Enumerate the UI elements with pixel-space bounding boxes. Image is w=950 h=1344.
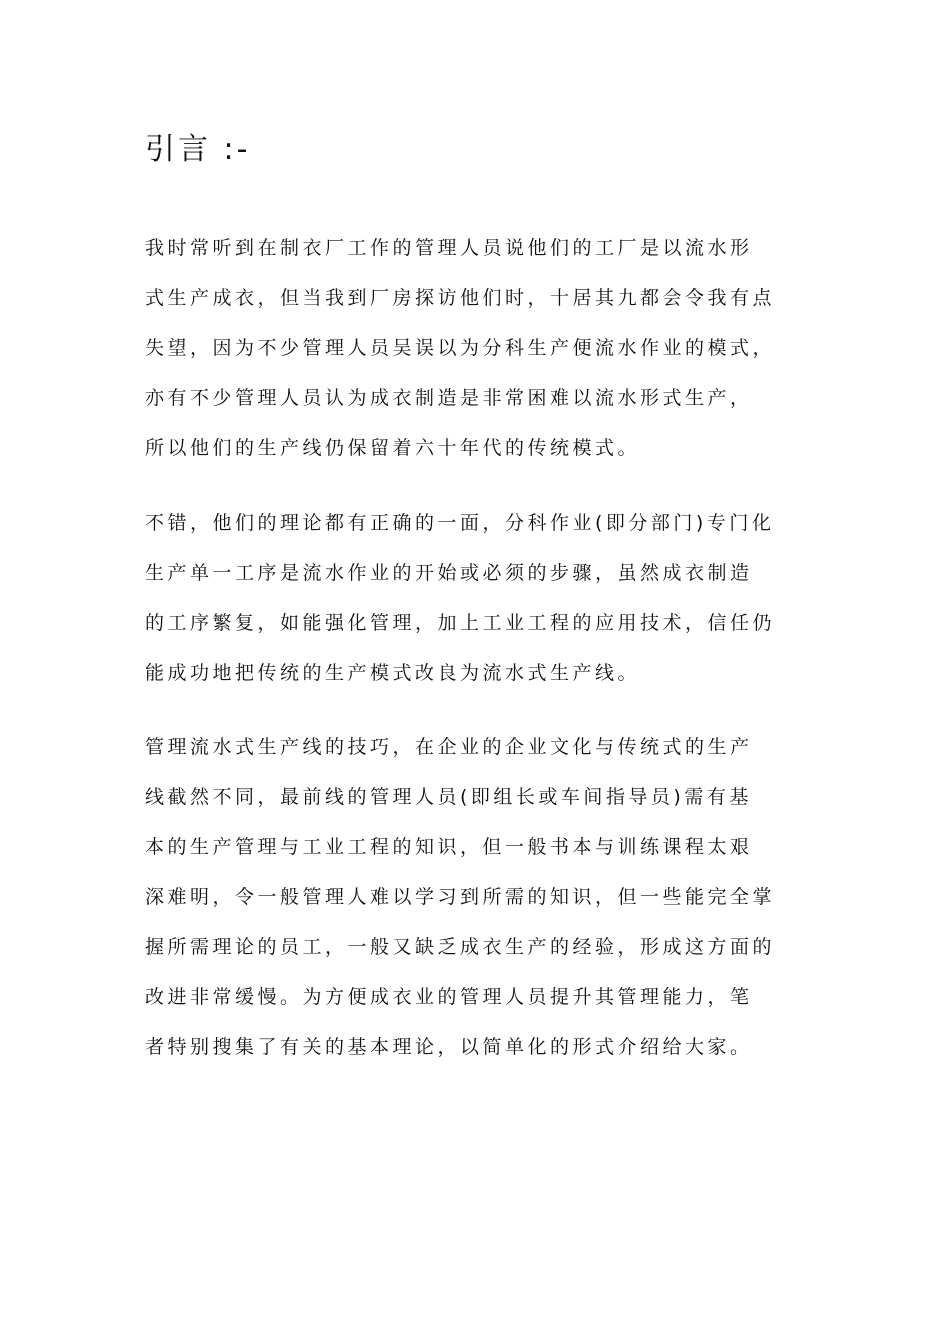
paragraph-2: [145, 498, 807, 698]
paragraph-line: 生产单一工序是流水作业的开始或必须的步骤，虽然成衣制造: [145, 562, 753, 584]
paragraph-line: 式生产成衣，但当我到厂房探访他们时，十居其九都会令我有点: [145, 287, 776, 309]
section-title: 引言 :-: [145, 132, 251, 167]
paragraph-3: [145, 722, 807, 1072]
paragraph-line: 握所需理论的员工，一般又缺乏成衣生产的经验，形成这方面的: [145, 936, 776, 958]
paragraph-line: 本的生产管理与工业工程的知识，但一般书本与训练课程太艰: [145, 836, 753, 858]
paragraph-line: 不错，他们的理论都有正确的一面，分科作业(即分部门)专门化: [145, 512, 775, 534]
paragraph-line: 深难明，令一般管理人难以学习到所需的知识，但一些能完全掌: [145, 886, 776, 908]
paragraph-1: [145, 223, 807, 473]
paragraph-line: 的工序繁复，如能强化管理，加上工业工程的应用技术，信任仍: [145, 612, 776, 634]
paragraph-line: 改进非常缓慢。为方便成衣业的管理人员提升其管理能力，笔: [145, 986, 753, 1008]
paragraph-line: 线截然不同，最前线的管理人员(即组长或车间指导员)需有基: [145, 786, 752, 808]
paragraph-line: 管理流水式生产线的技巧，在企业的企业文化与传统式的生产: [145, 736, 753, 758]
paragraph-line: 能成功地把传统的生产模式改良为流水式生产线。: [145, 662, 641, 684]
paragraph-line: 我时常听到在制衣厂工作的管理人员说他们的工厂是以流水形: [145, 237, 753, 259]
paragraph-line: 亦有不少管理人员认为成衣制造是非常困难以流水形式生产，: [145, 387, 753, 409]
paragraph-line: 失望，因为不少管理人员吴误以为分科生产便流水作业的模式，: [145, 337, 776, 359]
paragraph-line: 者特别搜集了有关的基本理论，以简单化的形式介绍给大家。: [145, 1036, 753, 1058]
paragraph-line: 所以他们的生产线仍保留着六十年代的传统模式。: [145, 437, 641, 459]
